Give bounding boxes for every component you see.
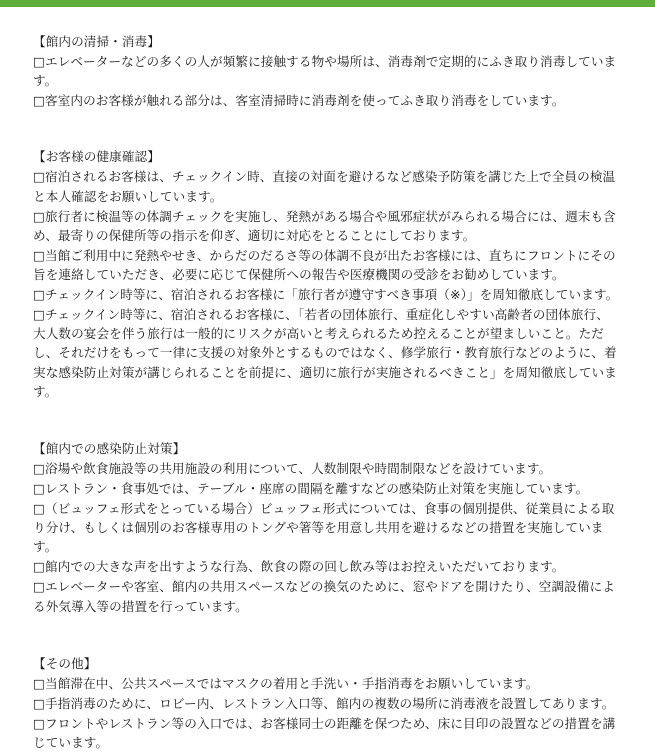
list-item: □フロントやレストラン等の入口では、お客様同士の距離を保つため、床に目印の設置などの措置を講じています。 — [33, 715, 616, 751]
list-item: □当館滞在中、公共スペースではマスクの着用と手洗い・手指消毒をお願いしています。 — [33, 675, 539, 691]
list-item: □エレベーターなどの多くの人が頻繁に接触する物や場所は、消毒剤で定期的にふき取り消毒しています。 — [33, 54, 617, 89]
list-item: □館内での大きな声を出すような行為、飲食の際の回し飲み等はお控えいただいております。 — [33, 559, 565, 575]
list-item: □宿泊されるお客様は、チェックイン時、直接の対面を避けるなど感染予防策を講じた上で全員の検温と本人確認をお願いしています。 — [33, 169, 616, 204]
notice-content — [33, 32, 621, 752]
section-heading: 【お客様の健康確認】 — [33, 149, 160, 165]
section-infection-prevention — [33, 439, 621, 616]
section-cleaning — [33, 32, 621, 110]
list-item: □手指消毒のために、ロビー内、レストラン入口等、館内の複数の場所に消毒液を設置してあります。 — [33, 695, 615, 711]
list-item: □エレベーターや客室、館内の共用スペースなどの換気のために、窓やドアを開けたり、空調設備による外気導入等の措置を行っています。 — [33, 579, 615, 614]
list-item: □浴場や飲食施設等の共用施設の利用について、人数制限や時間制限などを設けています。 — [33, 461, 552, 477]
list-item: □当館ご利用中に発熱やせき、からだのだるさ等の体調不良が出たお客様には、直ちにフロントにその旨を連絡していただき、必要に応じて保健所への報告や医療機関の受診をお勧めしています。 — [33, 247, 616, 283]
top-accent-bar — [0, 0, 655, 7]
section-heading: 【その他】 — [33, 655, 97, 671]
list-item: □レストラン・食事処では、テーブル・座席の間隔を離すなどの感染防止対策を実施しています。 — [33, 481, 589, 497]
section-heading: 【館内での感染防止対策】 — [33, 441, 186, 457]
list-item: □チェックイン時等に、宿泊されるお客様に「旅行者が遵守すべき事項（※）」を周知徹底しています。 — [33, 287, 619, 303]
list-item: □客室内のお客様が触れる部分は、客室清掃時に消毒剤を使ってふき取り消毒をしています。 — [33, 93, 565, 109]
section-health-check — [33, 147, 621, 401]
list-item: □旅行者に検温等の体調チェックを実施し、発熱がある場合や風邪症状がみられる場合には、週末も含め、最寄りの保健所等の指示を仰ぎ、適切に対応をとることにしております。 — [33, 208, 616, 243]
list-item: □チェックイン時等に、宿泊されるお客様に、「若者の団体旅行、重症化しやすい高齢者の団体旅行、大人数の宴会を伴う旅行は一般的にリスクが高いと考えられるため控えることが望ましいこと。ただし、それだけをもって一律に支援の対象外とするものではなく、修学旅行・教育旅行などのように、着実な感染防止対策が講じられることを前提に、適切に旅行が実施されるべきこと」を周知徹底しています。 — [33, 307, 617, 399]
section-heading: 【館内の清掃・消毒】 — [33, 34, 160, 49]
section-other — [33, 654, 621, 752]
list-item: □（ビュッフェ形式をとっている場合）ビュッフェ形式については、食事の個別提供、従業員による取り分け、もしくは個別のお客様専用のトングや箸等を用意し共用を避けるなどの措置を実施しています。 — [33, 501, 615, 555]
